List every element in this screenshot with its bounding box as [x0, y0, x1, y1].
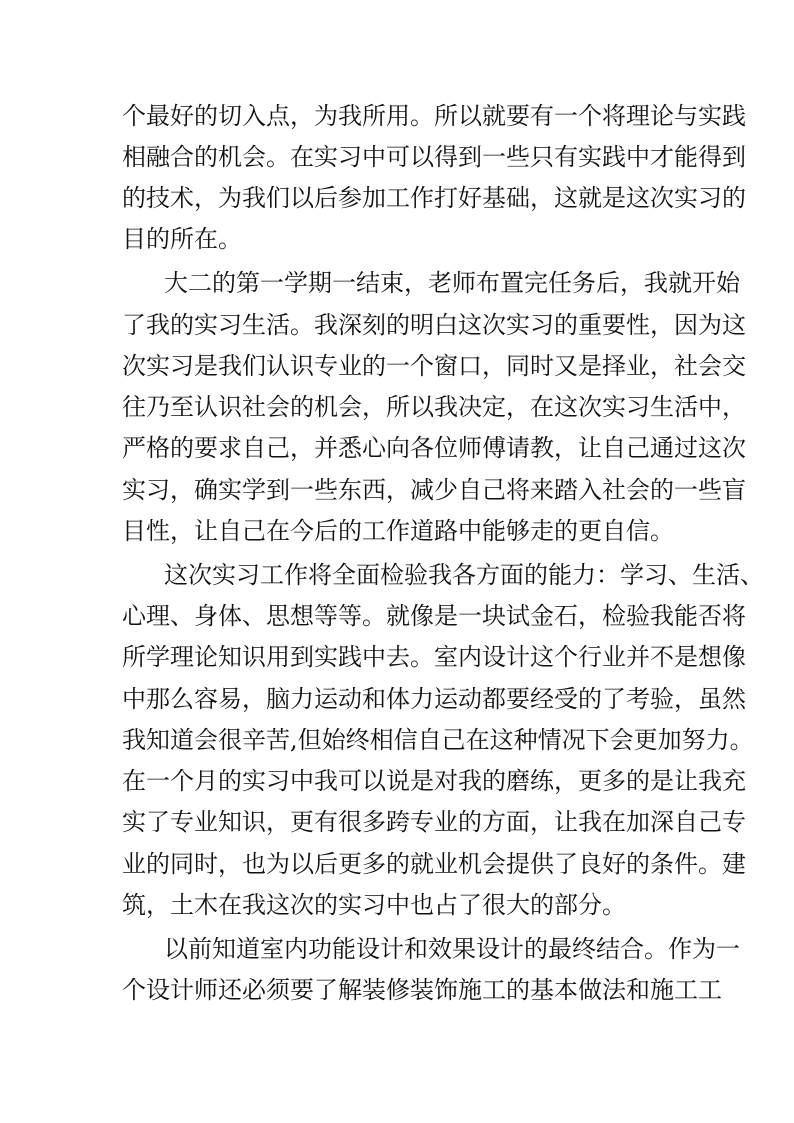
text-line: 实习，确实学到一些东西，减少自己将来踏入社会的一些盲	[122, 476, 746, 504]
text-line: 个设计师还必须要了解装修装饰施工的基本做法和施工工	[122, 976, 722, 1004]
text-line: 中那么容易，脑力运动和体力运动都要经受的了考验，虽然	[122, 685, 746, 713]
text-line: 所学理论知识用到实践中去。室内设计这个行业并不是想像	[122, 643, 746, 671]
text-line: 严格的要求自己，并悉心向各位师傅请教，让自己通过这次	[122, 434, 746, 462]
paragraph-first-line: 大二的第一学期一结束，老师布置完任务后，我就开始	[164, 269, 740, 297]
text-line: 个最好的切入点，为我所用。所以就要有一个将理论与实践	[122, 102, 746, 130]
text-line: 的技术，为我们以后参加工作打好基础，这就是这次实习的	[122, 184, 746, 212]
text-line: 目的所在。	[122, 225, 242, 253]
paragraph-first-line: 以前知道室内功能设计和效果设计的最终结合。作为一	[164, 935, 740, 963]
text-line: 了我的实习生活。我深刻的明白这次实习的重要性，因为这	[122, 311, 746, 339]
text-line: 筑，土木在我这次的实习中也占了很大的部分。	[122, 891, 626, 919]
text-line: 往乃至认识社会的机会，所以我决定，在这次实习生活中，	[122, 393, 746, 421]
text-line: 心理、身体、思想等等。就像是一块试金石，检验我能否将	[122, 602, 746, 630]
text-line: 我知道会很辛苦,但始终相信自己在这种情况下会更加努力。	[122, 726, 754, 754]
text-line: 次实习是我们认识专业的一个窗口，同时又是择业，社会交	[122, 352, 746, 380]
text-line: 相融合的机会。在实习中可以得到一些只有实践中才能得到	[122, 143, 746, 171]
text-line: 在一个月的实习中我可以说是对我的磨练，更多的是让我充	[122, 767, 746, 795]
text-line: 目性，让自己在今后的工作道路中能够走的更自信。	[122, 517, 674, 545]
text-line: 业的同时，也为以后更多的就业机会提供了良好的条件。建	[122, 850, 746, 878]
paragraph-first-line: 这次实习工作将全面检验我各方面的能力：学习、生活、	[164, 561, 764, 589]
text-line: 实了专业知识，更有很多跨专业的方面，让我在加深自己专	[122, 808, 746, 836]
